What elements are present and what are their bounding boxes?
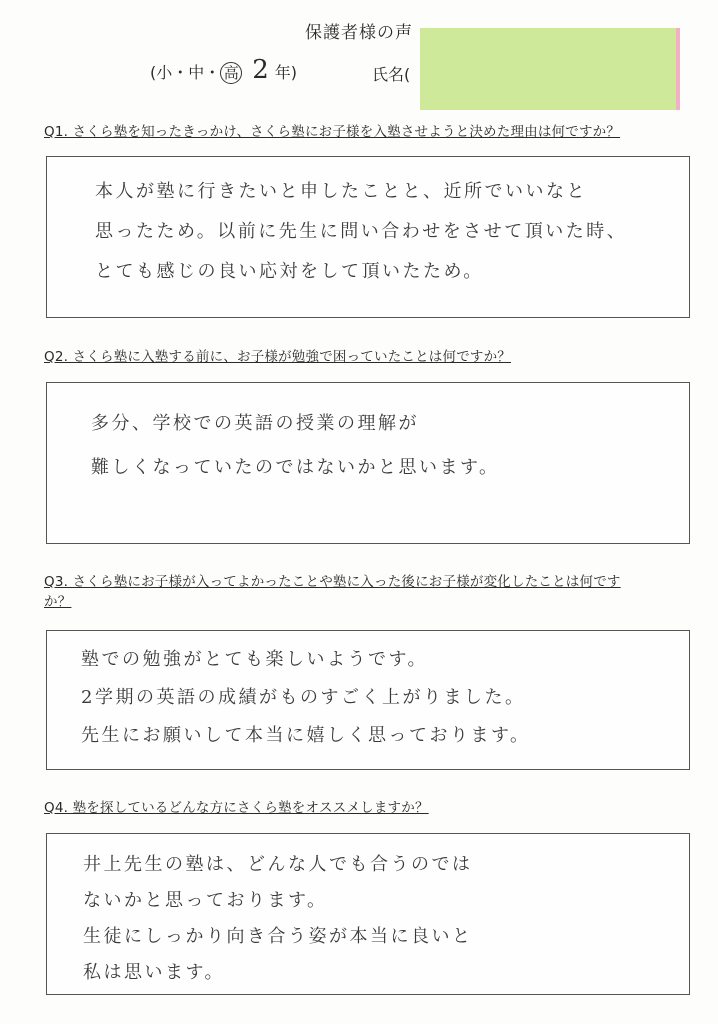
question-2-label: Q2. さくら塾に入塾する前に、お子様が勉強で困っていたことは何ですか？ <box>44 349 511 365</box>
question-4-label: Q4. 塾を探しているどんな方にさくら塾をオススメしますか？ <box>44 800 429 816</box>
answer-2-line-1: 多分、学校での英語の授業の理解が <box>91 413 419 434</box>
answer-3-line-1: 塾での勉強がとても楽しいようです。 <box>81 649 429 670</box>
name-label: 氏名( <box>372 65 411 84</box>
question-3-label-cont: か？ <box>44 594 72 610</box>
grade-circled-option: 高 <box>220 62 242 84</box>
answer-4-line-4: 私は思います。 <box>83 962 226 983</box>
answer-3-line-3: 先生にお願いして本当に嬉しく思っております。 <box>81 725 531 746</box>
answer-1-line-1: 本人が塾に行きたいと申したことと、近所でいいなと <box>95 181 587 202</box>
page-title: 保護者様の声 <box>305 23 413 43</box>
grade-open: (小・中・ <box>150 63 221 82</box>
answer-4-line-2: ないかと思っております。 <box>83 890 328 911</box>
question-1-label: Q1. さくら塾を知ったきっかけ、さくら塾にお子様を入塾させようと決めた理由は何ですか？ <box>44 124 621 140</box>
answer-4-line-1: 井上先生の塾は、どんな人でも合うのでは <box>83 854 473 875</box>
answer-2-line-2: 難しくなっていたのではないかと思います。 <box>91 457 500 478</box>
answer-4-line-3: 生徒にしっかり向き合う姿が本当に良いと <box>83 926 473 947</box>
redaction-sticker <box>420 28 680 110</box>
answer-box-3 <box>46 630 690 770</box>
answer-box-2 <box>46 382 690 544</box>
grade-number: 2 <box>252 55 269 85</box>
answer-3-line-2: 2学期の英語の成績がものすごく上がりました。 <box>81 687 526 708</box>
grade-close: 年) <box>274 63 298 82</box>
answer-1-line-2: 思ったため。以前に先生に問い合わせをさせて頂いた時、 <box>95 221 628 242</box>
answer-box-1 <box>46 156 690 318</box>
question-3-label: Q3. さくら塾にお子様が入ってよかったことや塾に入った後にお子様が変化したことは何です <box>44 574 621 590</box>
answer-1-line-3: とても感じの良い応対をして頂いたため。 <box>95 261 484 282</box>
grade-selector <box>150 55 298 85</box>
answer-box-4 <box>46 833 690 995</box>
